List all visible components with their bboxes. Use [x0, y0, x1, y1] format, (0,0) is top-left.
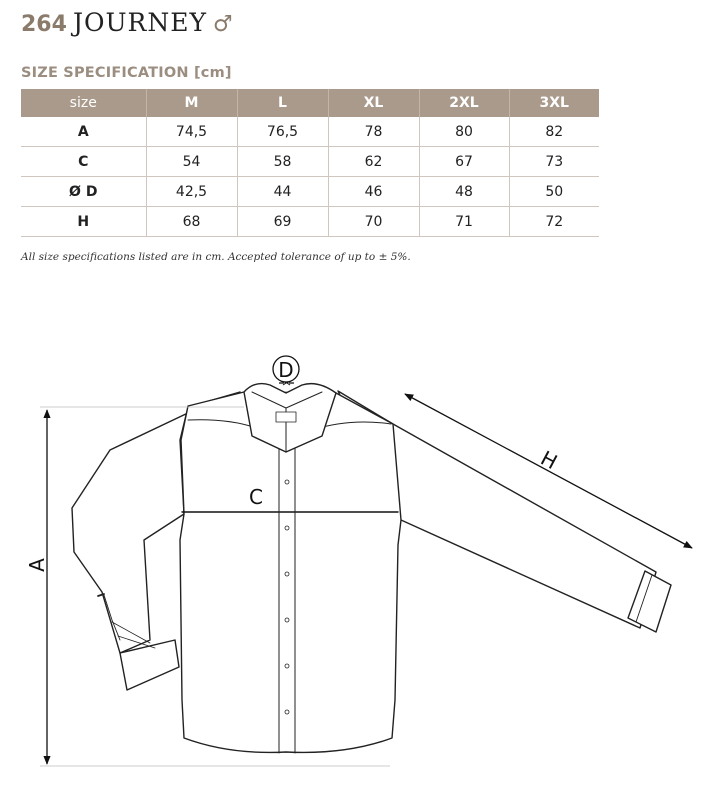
label-h: H [536, 445, 562, 475]
table-cell: 50 [509, 177, 599, 207]
table-cell: 73 [509, 147, 599, 177]
shirt-technical-drawing [0, 340, 710, 809]
table-cell: 78 [328, 117, 419, 147]
table-cell: 76,5 [237, 117, 328, 147]
table-cell: 58 [237, 147, 328, 177]
table-cell: 80 [419, 117, 509, 147]
table-cell: 69 [237, 207, 328, 237]
table-cell: 48 [419, 177, 509, 207]
product-name: JOURNEY [72, 8, 207, 37]
column-header: 2XL [419, 89, 509, 117]
table-row [21, 117, 599, 147]
label-a: A [25, 558, 49, 572]
row-label: A [21, 117, 146, 147]
row-label: C [21, 147, 146, 177]
table-cell: 72 [509, 207, 599, 237]
table-row [21, 147, 599, 177]
size-spec-heading: SIZE SPECIFICATION [cm] [21, 65, 232, 81]
table-cell: 62 [328, 147, 419, 177]
row-label: Ø D [21, 177, 146, 207]
table-cell: 68 [146, 207, 237, 237]
column-header: 3XL [509, 89, 599, 117]
column-header: M [146, 89, 237, 117]
table-cell: 46 [328, 177, 419, 207]
table-cell: 44 [237, 177, 328, 207]
table-cell: 71 [419, 207, 509, 237]
column-header: L [237, 89, 328, 117]
table-row [21, 207, 599, 237]
column-header: XL [328, 89, 419, 117]
product-title [21, 6, 233, 40]
table-header-row [21, 89, 599, 117]
table-cell: 67 [419, 147, 509, 177]
table-cell: 54 [146, 147, 237, 177]
table-row [21, 177, 599, 207]
table-cell: 74,5 [146, 117, 237, 147]
table-cell: 70 [328, 207, 419, 237]
column-header: size [21, 89, 146, 117]
label-d: D [278, 358, 294, 382]
table-cell: 82 [509, 117, 599, 147]
product-code: 264 [21, 12, 67, 37]
size-spec-table [21, 89, 599, 237]
table-cell: 42,5 [146, 177, 237, 207]
label-c: C [249, 485, 263, 509]
row-label: H [21, 207, 146, 237]
male-symbol-icon: ♂ [212, 12, 233, 37]
tolerance-note: All size specifications listed are in cm. Accepted tolerance of up to ± 5%. [21, 251, 411, 263]
